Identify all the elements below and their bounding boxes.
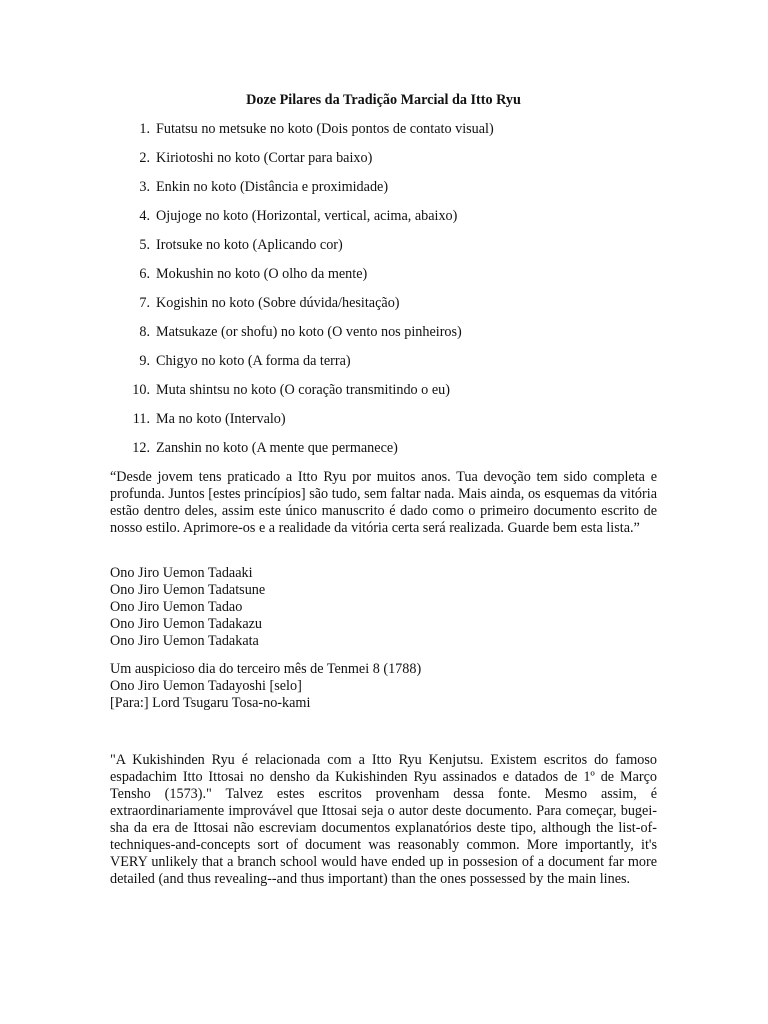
list-item <box>110 179 657 208</box>
list-number: 1. <box>139 121 150 137</box>
list-text: Irotsuke no koto (Aplicando cor) <box>156 237 343 253</box>
recipient-line: [Para:] Lord Tsugaru Tosa-no-kami <box>110 695 311 711</box>
list-item <box>110 121 657 150</box>
list-item <box>110 382 657 411</box>
list-text: Enkin no koto (Distância e proximidade) <box>156 179 389 195</box>
list-number: 8. <box>139 324 150 340</box>
signatory-line: Ono Jiro Uemon Tadatsune <box>110 582 266 598</box>
list-item <box>110 208 657 237</box>
list-text: Kiriotoshi no koto (Cortar para baixo) <box>156 150 373 166</box>
list-number: 7. <box>139 295 150 311</box>
list-number: 9. <box>139 353 150 369</box>
list-text: Mokushin no koto (O olho da mente) <box>156 266 368 282</box>
seal-line: Ono Jiro Uemon Tadayoshi [selo] <box>110 678 302 694</box>
commentary-paragraph: "A Kukishinden Ryu é relacionada com a Itto Ryu Kenjutsu. Existem escritos do famoso espadachim Itto Ittosai no densho da Kukishinden Ryu assinados e datados de 1º de Março Tensho (1573)." Talvez estes escritos provenham dessa fonte. Mesmo assim, é extraordinariamente improvável que Ittosai seja o autor deste documento. Para começar, bugei-sha da era de Ittosai não escreviam documentos explanatórios deste tipo, although the list-of-techniques-and-concepts sort of document was reasonably common. More importantly, it's VERY unlikely that a branch school would have ended up in possesion of a document far more detailed (and thus revealing--and thus important) than the ones possessed by the main lines. <box>110 752 657 887</box>
quote-paragraph: “Desde jovem tens praticado a Itto Ryu por muitos anos. Tua devoção tem sido completa e profunda. Juntos [estes princípios] são tudo, sem faltar nada. Mais ainda, os esquemas da vitória estão dentro deles, assim este único manuscrito é dado como o primeiro documento escrito de nosso estilo. Aprimore-os e a realidade da vitória certa será realizada. Guarde bem esta lista.” <box>110 469 657 536</box>
list-number: 3. <box>139 179 150 195</box>
list-text: Muta shintsu no koto (O coração transmitindo o eu) <box>156 382 450 398</box>
list-text: Ma no koto (Intervalo) <box>156 411 286 427</box>
list-number: 6. <box>139 266 150 282</box>
signatory-line: Ono Jiro Uemon Tadakata <box>110 633 259 649</box>
list-text: Ojujoge no koto (Horizontal, vertical, acima, abaixo) <box>156 208 458 224</box>
list-text: Kogishin no koto (Sobre dúvida/hesitação) <box>156 295 400 311</box>
list-number: 11. <box>132 411 150 427</box>
signatories-block <box>110 565 657 650</box>
list-item <box>110 440 657 469</box>
list-number: 4. <box>139 208 150 224</box>
document-title: Doze Pilares da Tradição Marcial da Itto Ryu <box>246 92 521 108</box>
list-number: 10. <box>132 382 150 398</box>
date-line: Um auspicioso dia do terceiro mês de Tenmei 8 (1788) <box>110 661 422 677</box>
signatory-line: Ono Jiro Uemon Tadaaki <box>110 565 253 581</box>
list-item <box>110 295 657 324</box>
list-item <box>110 150 657 179</box>
list-number: 12. <box>132 440 150 456</box>
list-item <box>110 411 657 440</box>
list-number: 5. <box>139 237 150 253</box>
list-item <box>110 324 657 353</box>
list-text: Futatsu no metsuke no koto (Dois pontos de contato visual) <box>156 121 494 137</box>
list-text: Zanshin no koto (A mente que permanece) <box>156 440 398 456</box>
list-item <box>110 237 657 266</box>
pillar-list <box>110 121 657 469</box>
list-text: Matsukaze (or shofu) no koto (O vento nos pinheiros) <box>156 324 462 340</box>
signatory-line: Ono Jiro Uemon Tadakazu <box>110 616 263 632</box>
signatory-line: Ono Jiro Uemon Tadao <box>110 599 243 615</box>
list-item <box>110 266 657 295</box>
list-text: Chigyo no koto (A forma da terra) <box>156 353 351 369</box>
list-item <box>110 353 657 382</box>
list-number: 2. <box>139 150 150 166</box>
date-block <box>110 661 657 712</box>
